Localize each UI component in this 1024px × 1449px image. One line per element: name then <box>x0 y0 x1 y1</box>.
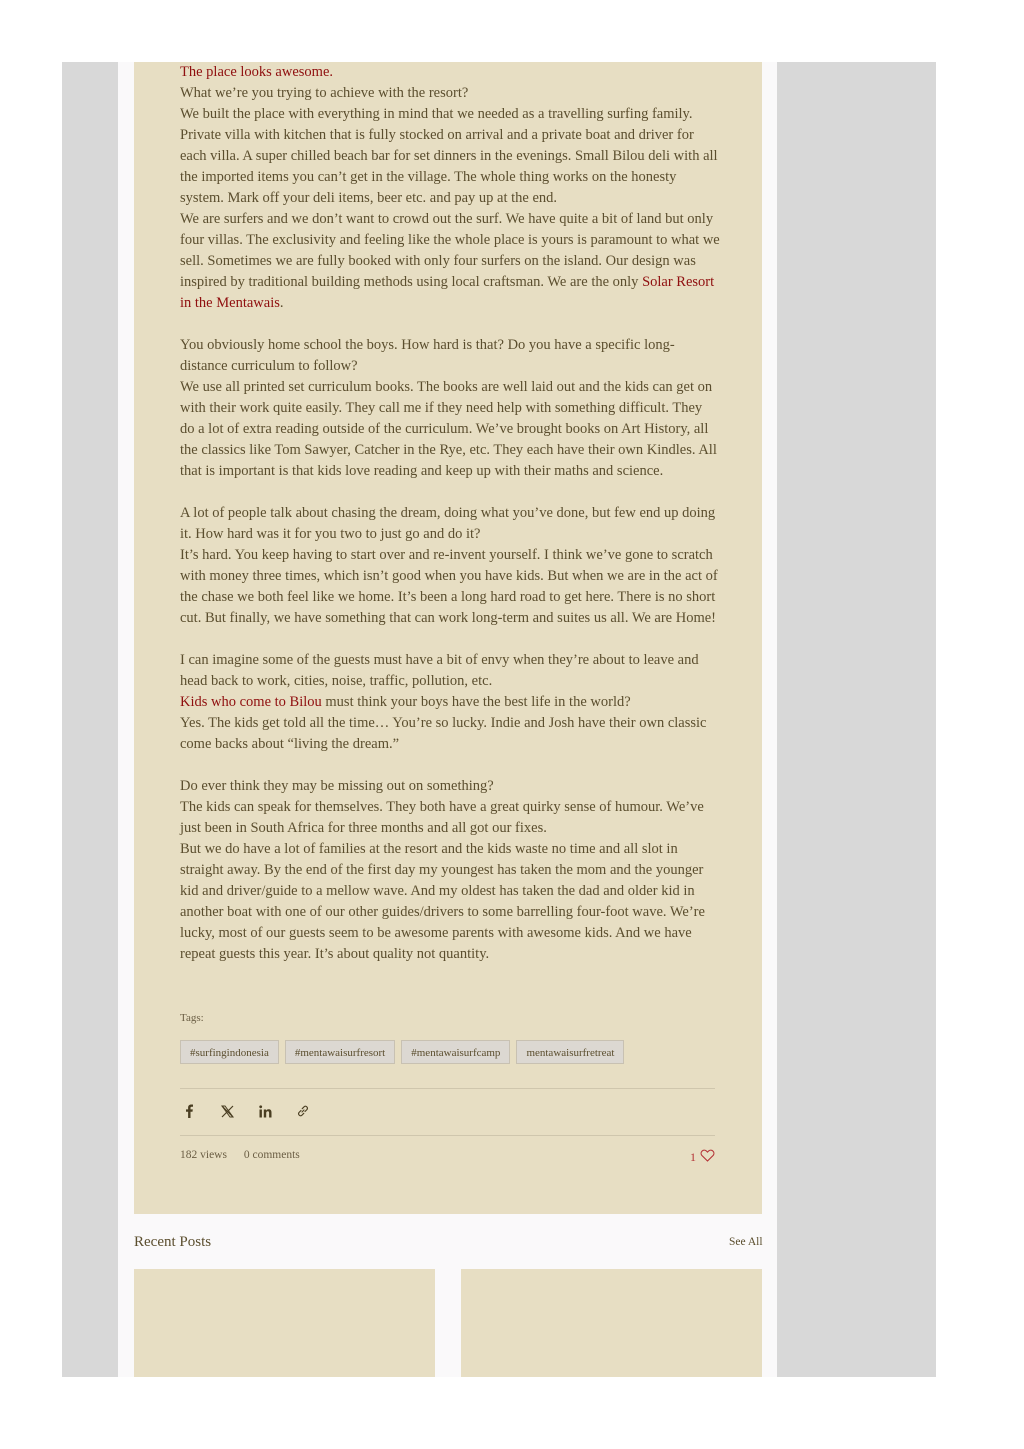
tag-mentawaisurfresort[interactable]: #mentawaisurfresort <box>285 1040 395 1064</box>
article-paragraph <box>180 545 720 629</box>
paragraph-text: We built the place with everything in mind that we needed as a travelling surfing family. Private villa with kitchen that is fully stocked on arrival and a private boat and driver for each villa. A super chilled beach bar for set dinners in the evenings. Small Bilou deli with all the imported items you can’t get in the village. The whole thing works on the honesty system. Mark off your deli items, beer etc. and pay up at the end. <box>180 106 718 206</box>
article-paragraph <box>180 713 720 755</box>
paragraph-text: We are surfers and we don’t want to crowd out the surf. We have quite a bit of land but only four villas. The exclusivity and feeling like the whole place is yours is paramount to what we sell. Sometimes we are fully booked with only four surfers on the island. Our design was inspired by traditional building methods using local craftsman. We are the only <box>180 211 720 290</box>
article-paragraph <box>180 104 720 209</box>
paragraph-text: Do ever think they may be missing out on something? <box>180 778 494 794</box>
article-paragraph <box>180 209 720 314</box>
like-button[interactable] <box>690 1149 715 1166</box>
recent-posts-title: Recent Posts <box>134 1234 212 1250</box>
paragraph-text: But we do have a lot of families at the resort and the kids waste no time and all slot in straight away. By the end of the first day my youngest has taken the mom and the younger kid and driver/guide to a mellow wave. And my oldest has taken the dad and older kid in another boat with one of our other guides/drivers to some barrelling four-foot wave. We’re lucky, most of our guests seem to be awesome parents with awesome kids. And we have repeat guests this year. It’s about quality not quantity. <box>180 841 705 962</box>
tags-label: Tags: <box>180 1012 204 1024</box>
article-paragraph <box>180 776 720 797</box>
x-icon[interactable] <box>218 1102 236 1120</box>
paragraph-text: We use all printed set curriculum books. The books are well laid out and the kids can get on with their work quite easily. They call me if they need help with something difficult. They do a lot of extra reading outside of the curriculum. We’ve brought books on Art History, all the classics like Tom Sawyer, Catcher in the Rye, etc. They each have their own Kindles. All that is important is that kids love reading and keep up with their maths and science. <box>180 379 717 479</box>
paragraph-text: . <box>279 295 284 311</box>
paragraph-text: I can imagine some of the guests must have a bit of envy when they’re about to leave and head back to work, cities, noise, traffic, pollution, etc. <box>180 652 699 689</box>
article-body <box>180 62 720 965</box>
divider <box>180 1088 715 1089</box>
linkedin-icon[interactable] <box>256 1102 274 1120</box>
inline-link[interactable]: The place looks awesome. <box>180 64 334 80</box>
likes-count: 1 <box>690 1150 696 1164</box>
paragraph-gap <box>180 482 720 503</box>
article-paragraph <box>180 650 720 692</box>
paragraph-text: It’s hard. You keep having to start over and re-invent yourself. I think we’ve gone to scratch with money three times, which isn’t good when you have kids. But when we are in the act of the chase we both feel like we home. It’s been a long hard road to get here. There is no short cut. But finally, we have something that can work long-term and suites us all. We are Home! <box>180 547 718 626</box>
tag-mentawaisurfretreat[interactable]: mentawaisurfretreat <box>516 1040 624 1064</box>
post-stats <box>180 1149 314 1161</box>
recent-post-card[interactable] <box>461 1269 762 1377</box>
share-bar <box>180 1102 312 1120</box>
see-all-link[interactable]: See All <box>729 1236 763 1248</box>
facebook-icon[interactable] <box>180 1102 198 1120</box>
paragraph-gap <box>180 755 720 776</box>
heart-icon <box>700 1149 715 1166</box>
inline-link[interactable]: Solar Resort in the Mentawais <box>180 274 715 311</box>
divider <box>180 1135 715 1136</box>
article-paragraph <box>180 62 720 83</box>
article-paragraph <box>180 83 720 104</box>
paragraph-text: must think your boys have the best life in the world? <box>321 694 631 710</box>
paragraph-gap <box>180 629 720 650</box>
comments-count[interactable]: 0 comments <box>243 1149 300 1161</box>
paragraph-text: Yes. The kids get told all the time… You’re so lucky. Indie and Josh have their own classic come backs about “living the dream.” <box>180 715 707 752</box>
paragraph-text: You obviously home school the boys. How hard is that? Do you have a specific long-distance curriculum to follow? <box>180 337 675 374</box>
article-paragraph <box>180 377 720 482</box>
paragraph-text: What we’re you trying to achieve with the resort? <box>180 85 469 101</box>
inline-link[interactable]: Kids who come to Bilou <box>180 694 322 710</box>
views-count: 182 views <box>180 1149 227 1161</box>
article-paragraph <box>180 839 720 965</box>
tag-list <box>180 1040 624 1064</box>
blog-article <box>134 62 762 1214</box>
link-icon[interactable] <box>294 1102 312 1120</box>
article-paragraph <box>180 503 720 545</box>
recent-post-card[interactable] <box>134 1269 435 1377</box>
article-paragraph <box>180 692 720 713</box>
article-paragraph <box>180 335 720 377</box>
paragraph-gap <box>180 314 720 335</box>
article-paragraph <box>180 797 720 839</box>
tag-mentawaisurfcamp[interactable]: #mentawaisurfcamp <box>401 1040 510 1064</box>
tag-surfingindonesia[interactable]: #surfingindonesia <box>180 1040 279 1064</box>
paragraph-text: A lot of people talk about chasing the dream, doing what you’ve done, but few end up doing it. How hard was it for you two to just go and do it? <box>180 505 716 542</box>
paragraph-text: The kids can speak for themselves. They both have a great quirky sense of humour. We’ve just been in South Africa for three months and all got our fixes. <box>180 799 704 836</box>
